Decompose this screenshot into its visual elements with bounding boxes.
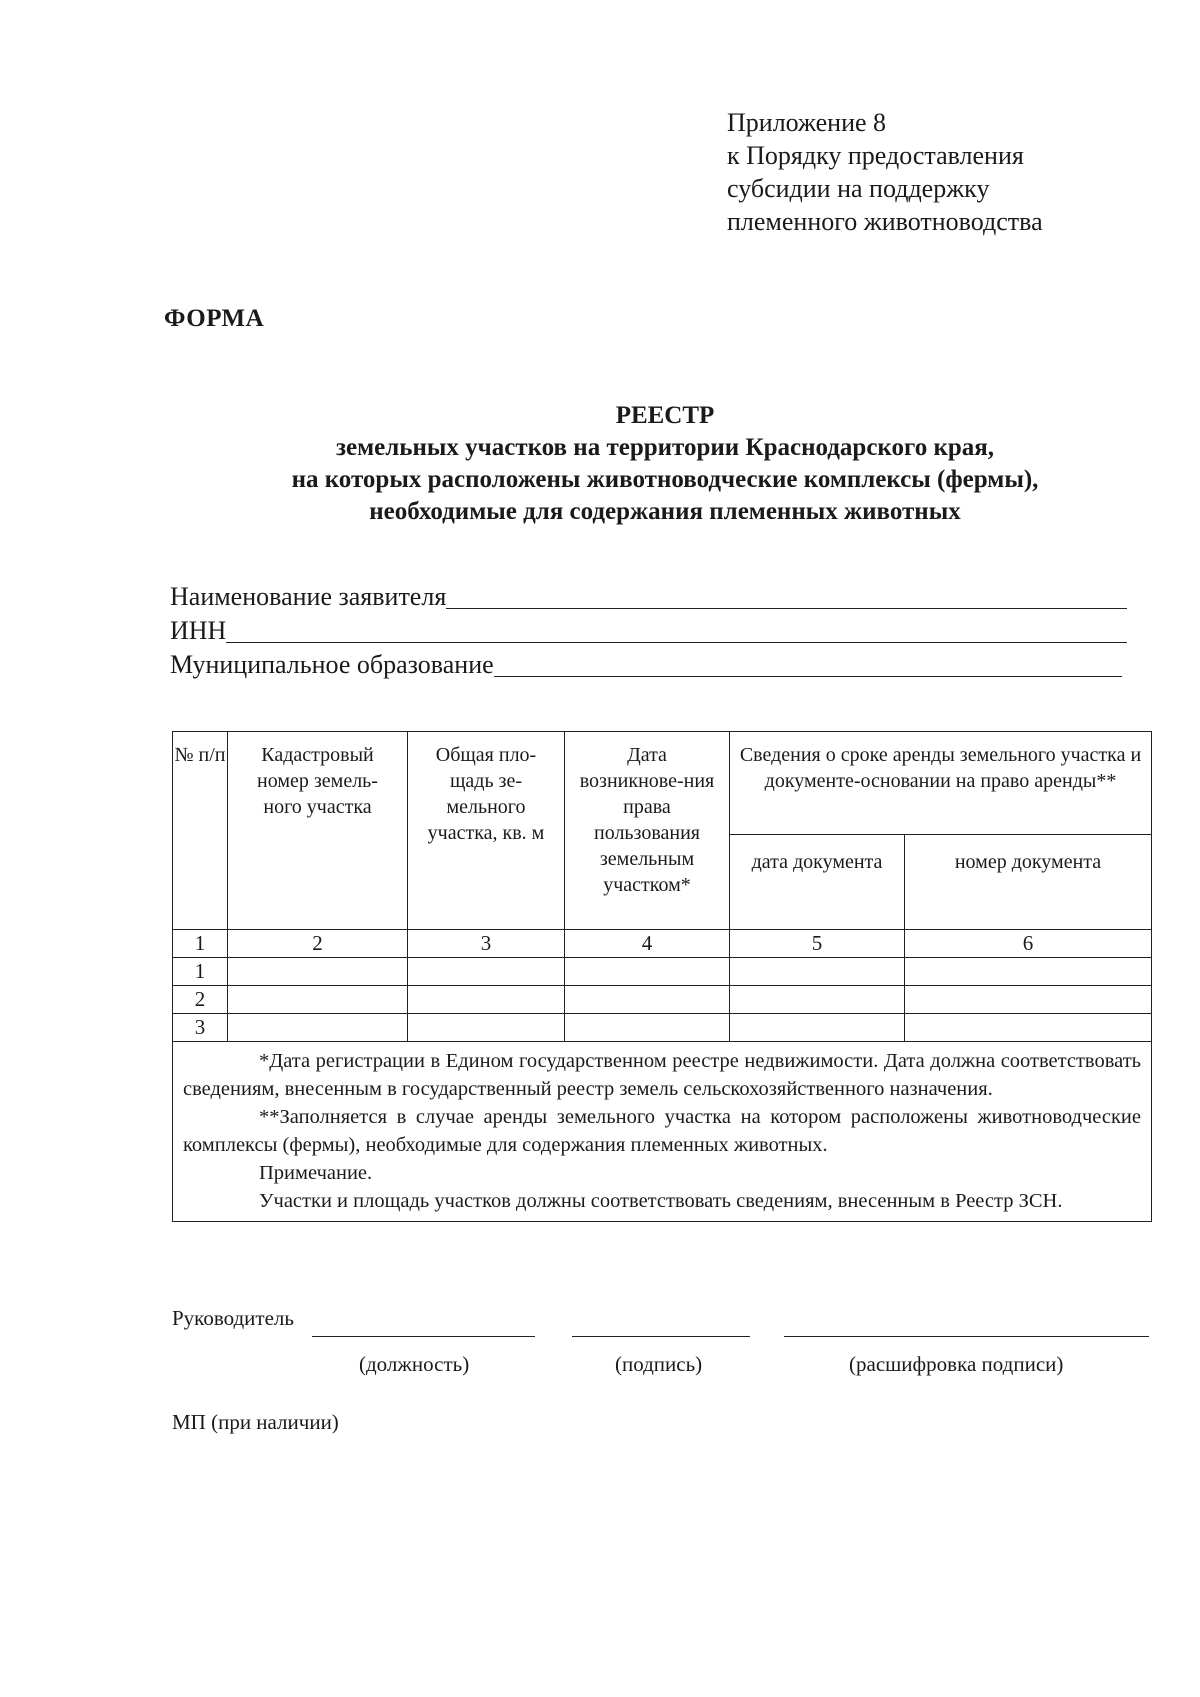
inn-field xyxy=(170,616,1127,646)
total-area-cell[interactable] xyxy=(408,958,565,986)
table-row xyxy=(173,986,1152,1014)
cadastral-number-cell[interactable] xyxy=(228,1014,408,1042)
column-number: 2 xyxy=(228,930,408,958)
document-number-cell[interactable] xyxy=(905,1014,1152,1042)
position-caption: (должность) xyxy=(359,1352,470,1376)
header-right-date: Дата возникнове-ния права пользования земельным участком* xyxy=(565,732,730,930)
form-label: ФОРМА xyxy=(164,305,265,332)
title-line-4: необходимые для содержания племенных животных xyxy=(369,498,961,525)
table-notes xyxy=(173,1042,1152,1222)
header-lease-info: Сведения о сроке аренды земельного участка и документе-основании на право аренды** xyxy=(730,732,1152,835)
header-row-number: № п/п xyxy=(173,732,228,930)
header-cadastral-number: Кадастровый номер земель-ного участка xyxy=(228,732,408,930)
document-date-cell[interactable] xyxy=(730,958,905,986)
appendix-line-1: Приложение 8 xyxy=(727,108,887,137)
municipality-input-line[interactable] xyxy=(494,654,1122,677)
signature-caption: (подпись) xyxy=(615,1352,703,1376)
position-line[interactable] xyxy=(312,1336,535,1337)
row-number: 1 xyxy=(173,958,228,986)
applicant-field xyxy=(170,582,1127,612)
document-number-cell[interactable] xyxy=(905,958,1152,986)
stamp-label: МП (при наличии) xyxy=(172,1410,339,1434)
municipality-field xyxy=(170,650,1122,680)
row-number: 2 xyxy=(173,986,228,1014)
cadastral-number-cell[interactable] xyxy=(228,958,408,986)
appendix-line-2: к Порядку предоставления xyxy=(727,141,1024,170)
column-number: 1 xyxy=(173,930,228,958)
total-area-cell[interactable] xyxy=(408,986,565,1014)
column-number: 6 xyxy=(905,930,1152,958)
column-number: 4 xyxy=(565,930,730,958)
header-document-date: дата документа xyxy=(730,835,905,930)
table-row xyxy=(173,958,1152,986)
column-number: 3 xyxy=(408,930,565,958)
total-area-cell[interactable] xyxy=(408,1014,565,1042)
table-row xyxy=(173,1014,1152,1042)
right-date-cell[interactable] xyxy=(565,958,730,986)
note-remark-label: Примечание. xyxy=(259,1162,373,1184)
decoding-caption: (расшифровка подписи) xyxy=(849,1352,1064,1376)
document-number-cell[interactable] xyxy=(905,986,1152,1014)
appendix-block xyxy=(727,106,1043,238)
right-date-cell[interactable] xyxy=(565,986,730,1014)
header-document-number: номер документа xyxy=(905,835,1152,930)
title-line-1: РЕЕСТР xyxy=(615,402,715,429)
column-numbers-row xyxy=(173,930,1152,958)
signature-decoding-line[interactable] xyxy=(784,1336,1149,1337)
appendix-line-4: племенного животноводства xyxy=(727,207,1043,236)
signature-line[interactable] xyxy=(572,1336,750,1337)
head-label: Руководитель xyxy=(172,1306,294,1330)
applicant-label: Наименование заявителя xyxy=(170,582,447,611)
municipality-label: Муниципальное образование xyxy=(170,650,494,679)
right-date-cell[interactable] xyxy=(565,1014,730,1042)
inn-input-line[interactable] xyxy=(226,620,1127,643)
inn-label: ИНН xyxy=(170,616,227,645)
cadastral-number-cell[interactable] xyxy=(228,986,408,1014)
note-registration-date: *Дата регистрации в Едином государственном реестре недвижимости. Дата должна соответствовать сведениям, внесенным в государственный реестр земель сельскохозяйственного назначения. xyxy=(183,1050,1141,1100)
applicant-input-line[interactable] xyxy=(446,586,1127,609)
note-remark-text: Участки и площадь участков должны соответствовать сведениям, внесенным в Реестр ЗСН. xyxy=(259,1190,1063,1212)
header-total-area: Общая пло-щадь зе-мельного участка, кв. м xyxy=(408,732,565,930)
document-date-cell[interactable] xyxy=(730,986,905,1014)
note-lease: **Заполняется в случае аренды земельного участка на котором расположены животноводческие комплексы (фермы), необходимые для содержания племенных животных. xyxy=(183,1106,1141,1156)
title-line-2: земельных участков на территории Краснодарского края, xyxy=(335,434,995,461)
document-date-cell[interactable] xyxy=(730,1014,905,1042)
row-number: 3 xyxy=(173,1014,228,1042)
registry-table xyxy=(172,731,1152,1222)
title-line-3: на которых расположены животноводческие комплексы (фермы), xyxy=(291,466,1039,493)
appendix-line-3: субсидии на поддержку xyxy=(727,174,990,203)
column-number: 5 xyxy=(730,930,905,958)
document-title xyxy=(160,400,1170,528)
